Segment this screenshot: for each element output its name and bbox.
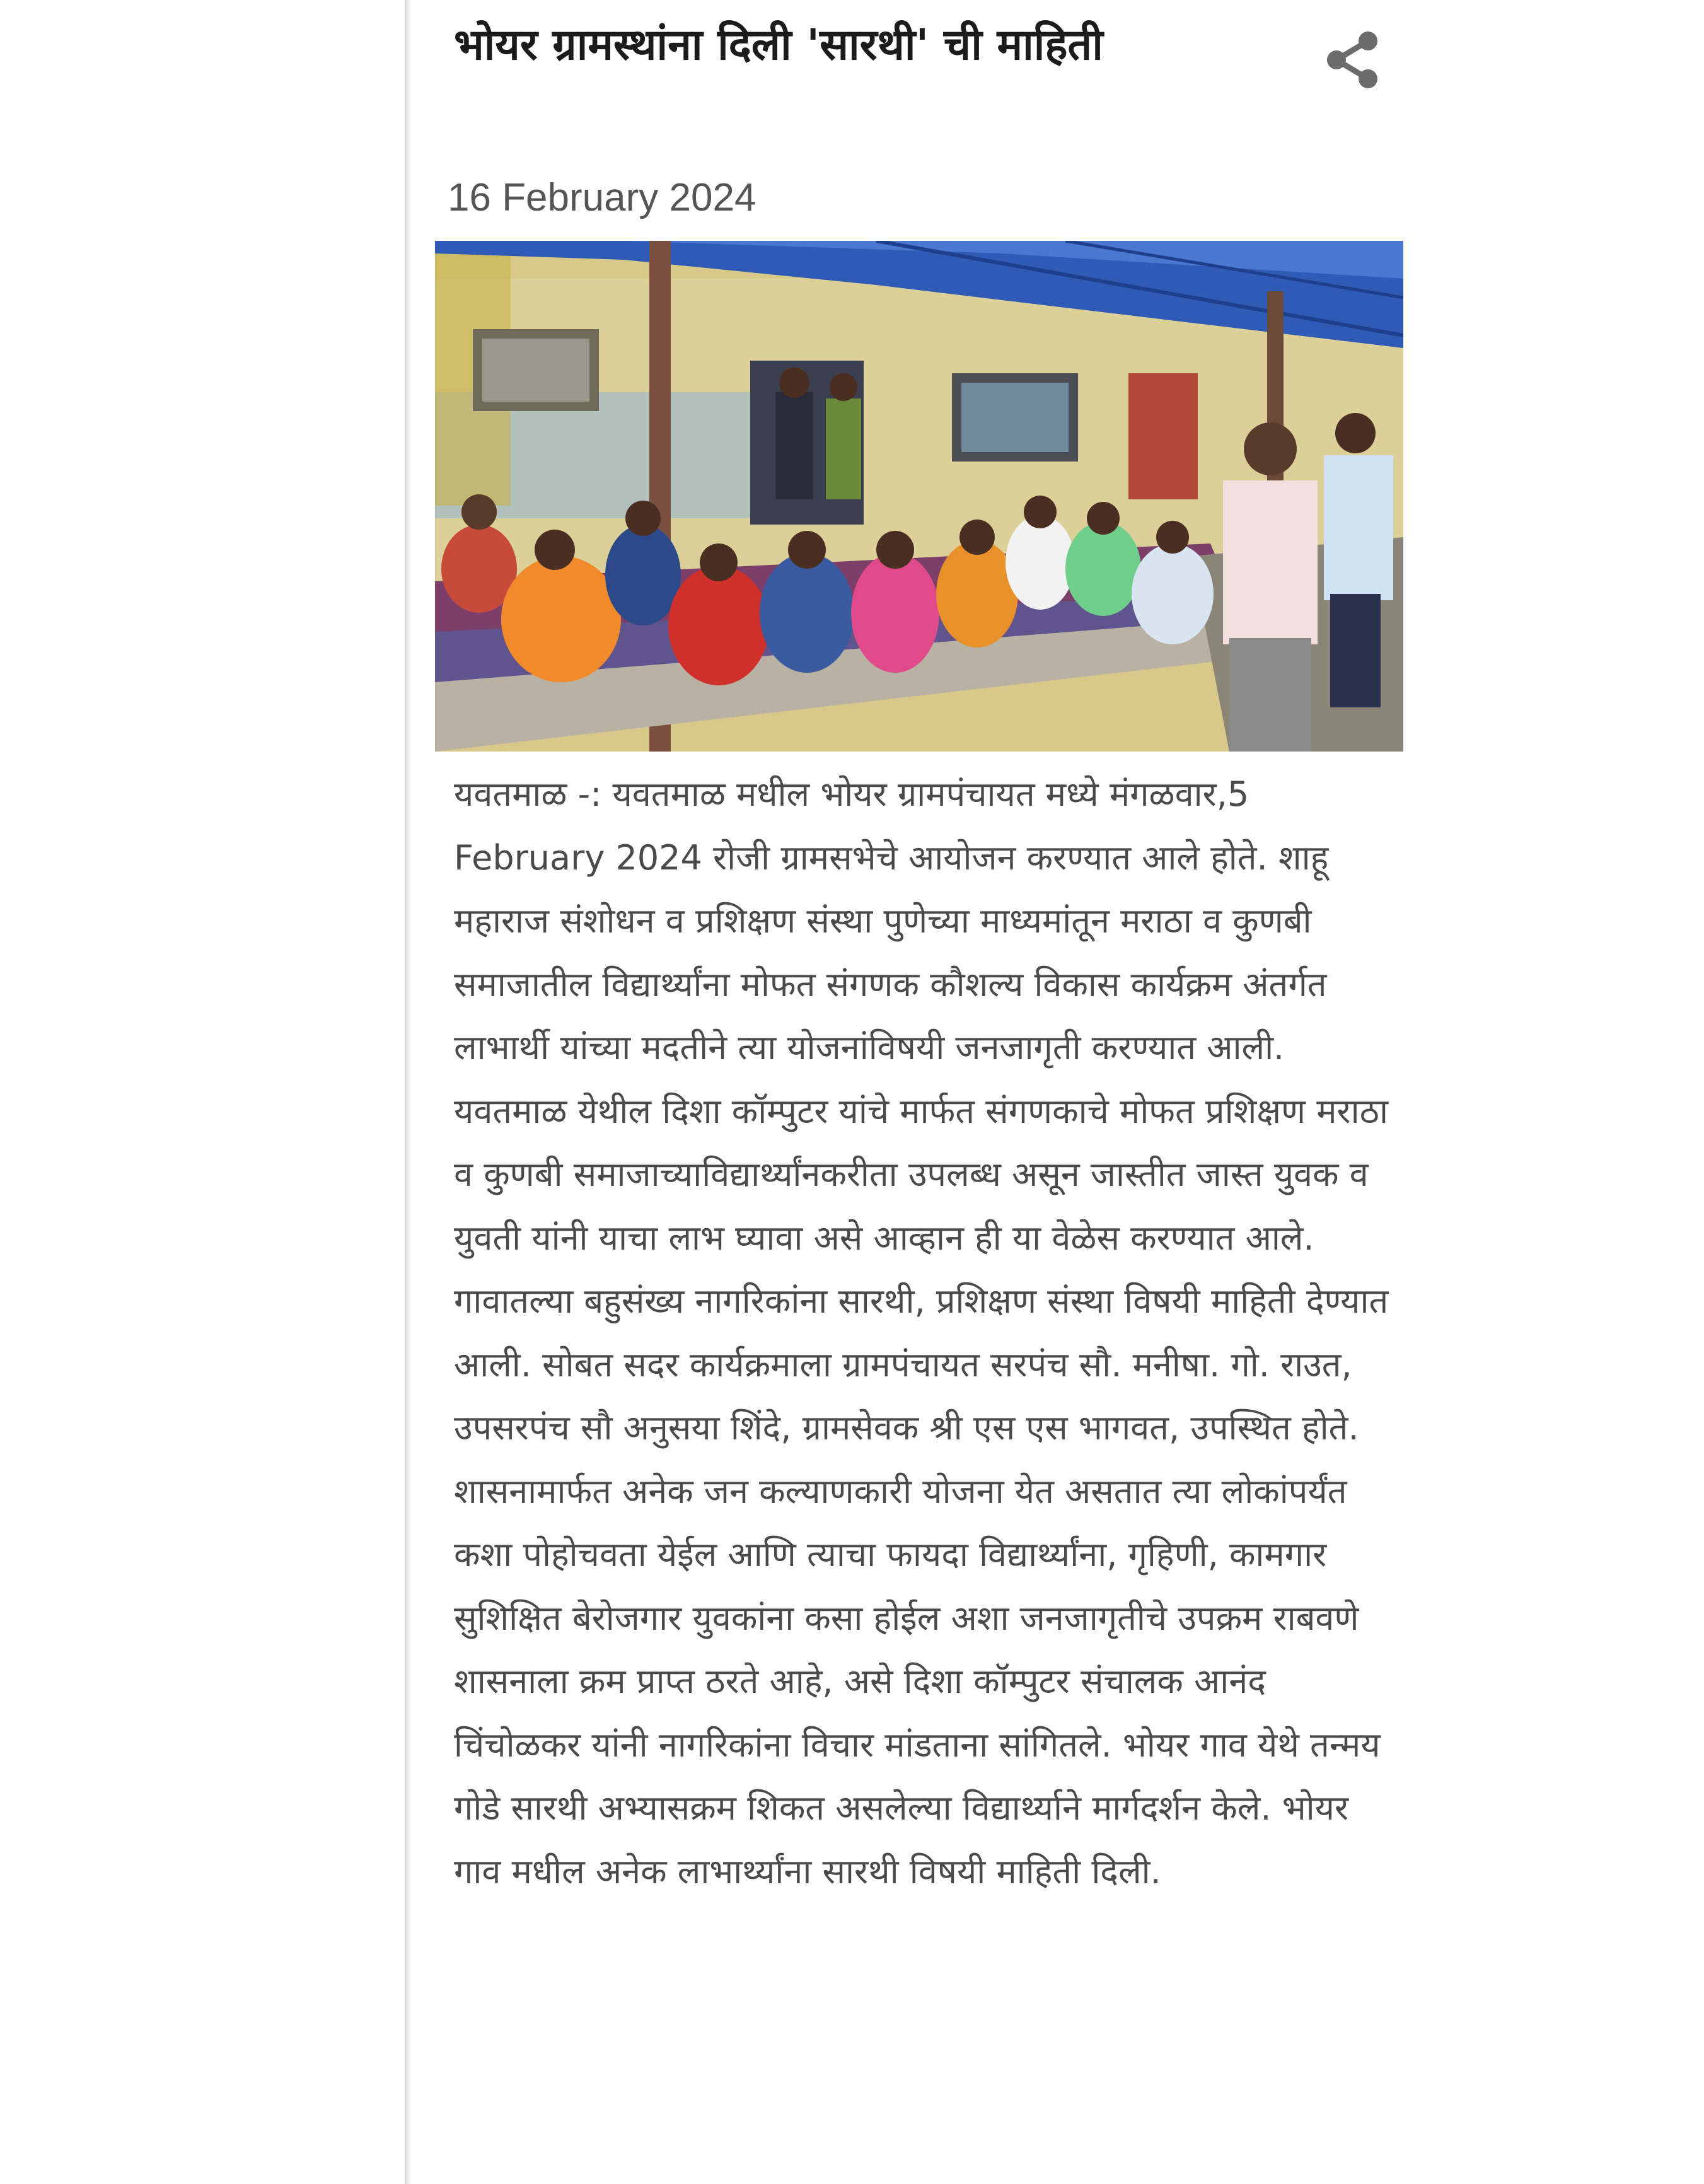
- post-header: [454, 19, 1400, 132]
- post-photo: [435, 241, 1403, 752]
- post-title: भोयर ग्रामस्थांना दिली 'सारथी' ची माहिती: [454, 20, 1103, 70]
- gram-sabha-photo: [435, 241, 1403, 752]
- share-icon: [1318, 25, 1387, 95]
- post-date: 16 February 2024: [448, 176, 756, 219]
- column-divider: [405, 0, 411, 2184]
- post-body-text: यवतमाळ -: यवतमाळ मधील भोयर ग्रामपंचायत मध्ये मंगळवार,5 February 2024 रोजी ग्रामसभेचे आयोजन करण्यात आले होते. शाहू महाराज संशोधन व प्रशिक्षण संस्था पुणेच्या माध्यमांतून मराठा व कुणबी समाजातील विद्यार्थ्यांना मोफत संगणक कौशल्य विकास कार्यक्रम अंतर्गत लाभार्थी यांच्या मदतीने त्या योजनांविषयी जनजागृती करण्यात आली. यवतमाळ येथील दिशा कॉम्पुटर यांचे मार्फत संगणकाचे मोफत प्रशिक्षण मराठा व कुणबी समाजाच्याविद्यार्थ्यांनकरीता उपलब्ध असून जास्तीत जास्त युवक व युवती यांनी याचा लाभ घ्यावा असे आव्हान ही या वेळेस करण्यात आले. गावातल्या बहुसंख्य नागरिकांना सारथी, प्रशिक्षण संस्था विषयी माहिती देण्यात आली. सोबत सदर कार्यक्रमाला ग्रामपंचायत सरपंच सौ. मनीषा. गो. राउत, उपसरपंच सौ अनुसया शिंदे, ग्रामसेवक श्री एस एस भागवत, उपस्थित होते. शासनामार्फत अनेक जन कल्याणकारी योजना येत असतात त्या लोकांपर्यंत कशा पोहोचवता येईल आणि त्याचा फायदा विद्यार्थ्यांना, गृहिणी, कामगार सुशिक्षित बेरोजगार युवकांना कसा होईल अशा जनजागृतीचे उपक्रम राबवणे शासनाला क्रम प्राप्त ठरते आहे, असे दिशा कॉम्पुटर संचालक आनंद चिंचोळकर यांनी नागरिकांना विचार मांडताना सांगितले. भोयर गाव येथे तन्मय गोडे सारथी अभ्यासक्रम शिकत असलेल्या विद्यार्थ्याने मार्गदर्शन केले. भोयर गाव मधील अनेक लाभार्थ्यांना सारथी विषयी माहिती दिली.: [454, 774, 1389, 1891]
- left-gutter: [0, 0, 403, 2184]
- share-button[interactable]: [1318, 25, 1387, 95]
